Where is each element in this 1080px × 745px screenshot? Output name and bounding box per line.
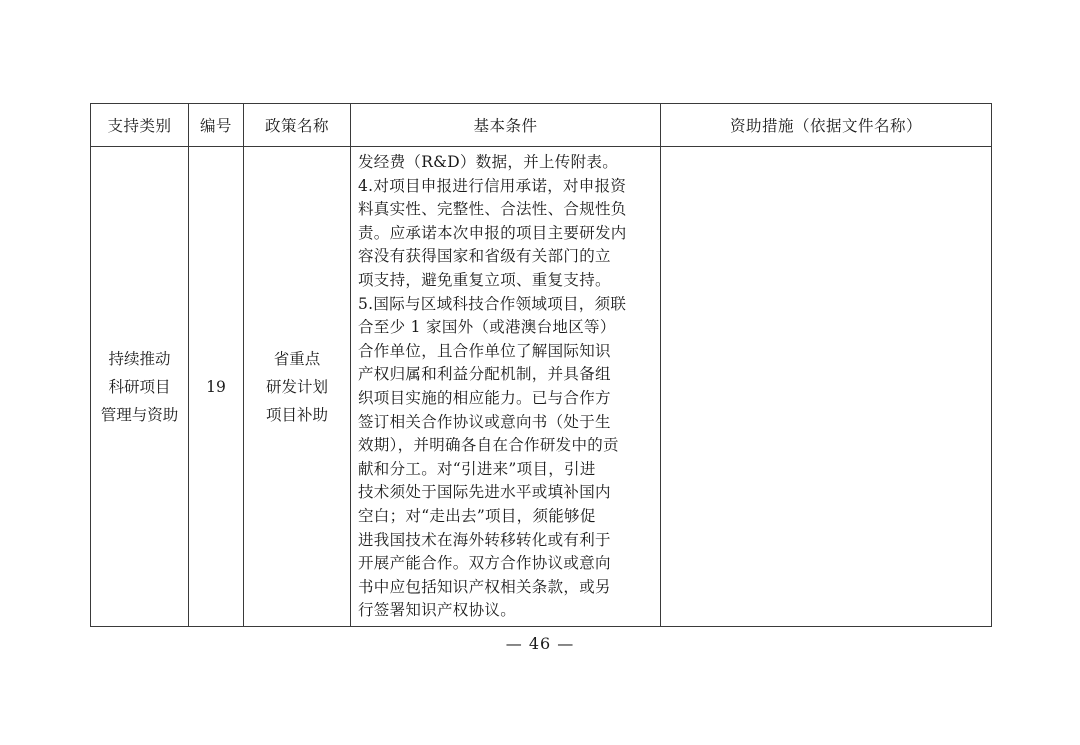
condition-line: 书中应包括知识产权相关条款，或另 xyxy=(358,577,611,596)
cell-support-category xyxy=(91,147,189,627)
condition-line: 行签署知识产权协议。 xyxy=(358,601,517,620)
cell-number: 19 xyxy=(189,147,244,627)
condition-line: 开展产能合作。双方合作协议或意向 xyxy=(358,554,611,573)
condition-line: 织项目实施的相应能力。已与合作方 xyxy=(358,388,611,407)
category-line: 科研项目 xyxy=(108,377,171,396)
condition-line: 空白；对“走出去”项目，须能够促 xyxy=(358,506,596,525)
category-line: 管理与资助 xyxy=(100,405,179,424)
policy-table xyxy=(90,103,992,627)
condition-line: 合至少 1 家国外（或港澳台地区等） xyxy=(358,318,616,337)
header-basic-conditions: 基本条件 xyxy=(351,104,661,147)
header-support-category: 支持类别 xyxy=(91,104,189,147)
table-row xyxy=(91,147,992,627)
condition-line: 5.国际与区域科技合作领域项目，须联 xyxy=(358,294,627,313)
cell-policy-name xyxy=(244,147,351,627)
condition-line: 项支持，避免重复立项、重复支持。 xyxy=(358,270,611,289)
condition-line: 合作单位，且合作单位了解国际知识 xyxy=(358,341,611,360)
condition-line: 发经费（R&D）数据，并上传附表。 xyxy=(358,153,618,171)
condition-line: 效期），并明确各自在合作研发中的贡 xyxy=(358,436,619,455)
policy-name-line: 省重点 xyxy=(273,349,321,368)
condition-line: 容没有获得国家和省级有关部门的立 xyxy=(358,247,611,266)
condition-line: 料真实性、完整性、合法性、合规性负 xyxy=(358,200,627,219)
header-funding-measures: 资助措施（依据文件名称） xyxy=(661,104,992,147)
table-header-row xyxy=(91,104,992,147)
condition-line: 责。应承诺本次申报的项目主要研发内 xyxy=(358,223,627,242)
condition-line: 产权归属和利益分配机制，并具备组 xyxy=(358,365,611,384)
cell-funding-measures xyxy=(661,147,992,627)
condition-line: 进我国技术在海外转移转化或有利于 xyxy=(358,530,611,549)
cell-basic-conditions xyxy=(351,147,661,627)
category-line: 持续推动 xyxy=(108,349,171,368)
policy-name-line: 项目补助 xyxy=(265,405,328,424)
condition-line: 技术须处于国际先进水平或填补国内 xyxy=(358,483,611,502)
header-policy-name: 政策名称 xyxy=(244,104,351,147)
policy-name-line: 研发计划 xyxy=(265,377,328,396)
condition-line: 4.对项目申报进行信用承诺，对申报资 xyxy=(358,176,627,195)
page-number: — 46 — xyxy=(505,634,575,653)
condition-line: 签订相关合作协议或意向书（处于生 xyxy=(358,412,611,431)
header-number: 编号 xyxy=(189,104,244,147)
condition-line: 献和分工。对“引进来”项目，引进 xyxy=(358,459,596,478)
